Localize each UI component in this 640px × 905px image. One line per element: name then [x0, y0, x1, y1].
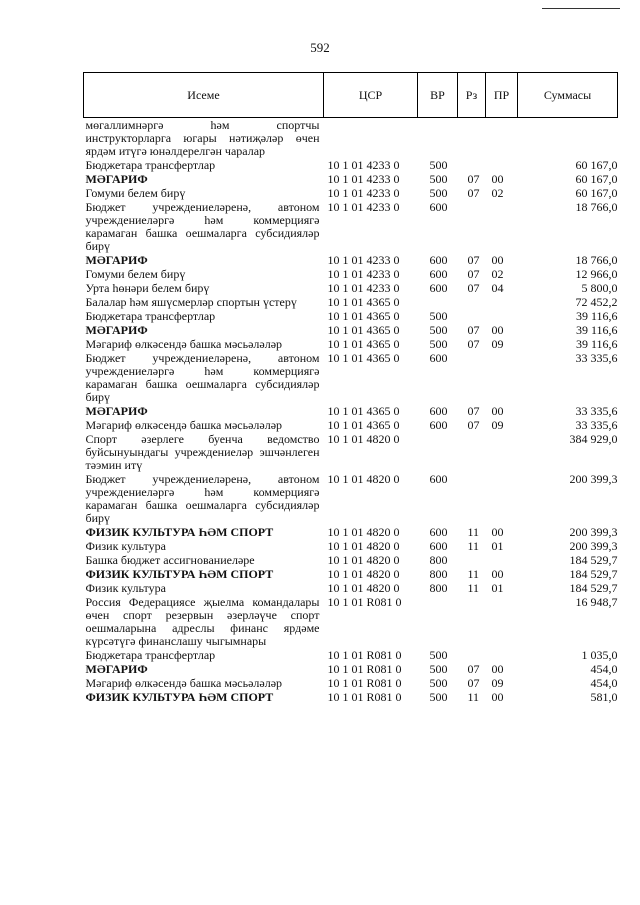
- header-vr: ВР: [418, 73, 458, 118]
- cell-csr: 10 1 01 4233 0: [327, 267, 400, 281]
- table-body: [84, 118, 618, 705]
- table-row: [84, 309, 618, 323]
- cell-amount: 12 966,0: [575, 267, 618, 281]
- cell-amount: 39 116,6: [575, 337, 618, 351]
- cell-pr: 09: [491, 337, 504, 351]
- cell-pr: 00: [491, 404, 504, 418]
- cell-rz: [458, 295, 486, 309]
- cell-rz: [458, 158, 486, 172]
- cell-amount: 33 335,6: [575, 418, 618, 432]
- cell-amount: [518, 118, 618, 159]
- cell-vr: 800: [429, 581, 448, 595]
- cell-csr: 10 1 01 R081 0: [327, 662, 402, 676]
- cell-pr: 00: [491, 567, 504, 581]
- header-rz: Рз: [458, 73, 486, 118]
- cell-pr: 01: [491, 539, 504, 553]
- cell-amount: 200 399,3: [569, 472, 618, 486]
- cell-csr: 10 1 01 4365 0: [327, 418, 400, 432]
- table-row: [84, 690, 618, 704]
- cell-csr: 10 1 01 R081 0: [327, 690, 402, 704]
- cell-vr: 600: [429, 418, 448, 432]
- header-row: [84, 73, 618, 118]
- cell-name: МӘГАРИФ: [85, 404, 148, 418]
- table-row: [84, 581, 618, 595]
- cell-csr: 10 1 01 R081 0: [327, 595, 402, 609]
- cell-name: Бюджетара трансфертлар: [85, 158, 216, 172]
- cell-rz: [458, 553, 486, 567]
- cell-rz: 07: [467, 253, 480, 267]
- cell-vr: 600: [429, 472, 448, 486]
- cell-amount: 1 035,0: [581, 648, 618, 662]
- cell-csr: 10 1 01 4820 0: [327, 525, 400, 539]
- cell-name: Гомуми белем бирү: [85, 186, 186, 200]
- cell-vr: 800: [429, 553, 448, 567]
- cell-pr: 01: [491, 581, 504, 595]
- cell-vr: 500: [429, 337, 448, 351]
- cell-vr: 500: [429, 309, 448, 323]
- cell-csr: 10 1 01 R081 0: [327, 648, 402, 662]
- cell-pr: [486, 309, 518, 323]
- cell-vr: 500: [429, 172, 448, 186]
- table-row: [84, 472, 618, 525]
- cell-amount: 72 452,2: [575, 295, 618, 309]
- cell-csr: 10 1 01 4820 0: [327, 539, 400, 553]
- cell-pr: [486, 648, 518, 662]
- cell-rz: 07: [467, 323, 480, 337]
- cell-pr: 00: [491, 662, 504, 676]
- cell-vr: 600: [429, 351, 448, 365]
- cell-rz: [458, 432, 486, 472]
- cell-amount: 18 766,0: [575, 253, 618, 267]
- cell-vr: 500: [429, 690, 448, 704]
- cell-csr: 10 1 01 4365 0: [327, 295, 400, 309]
- cell-csr: 10 1 01 4365 0: [327, 323, 400, 337]
- table-row: [84, 662, 618, 676]
- table-row: [84, 539, 618, 553]
- top-right-rule: [542, 8, 620, 9]
- cell-pr: 09: [491, 676, 504, 690]
- table-row: [84, 337, 618, 351]
- cell-vr: 600: [429, 281, 448, 295]
- cell-pr: [486, 553, 518, 567]
- cell-rz: 11: [467, 525, 480, 539]
- cell-csr: [324, 118, 418, 159]
- table-row: [84, 281, 618, 295]
- cell-name: МӘГАРИФ: [85, 253, 148, 267]
- cell-pr: 09: [491, 418, 504, 432]
- cell-csr: 10 1 01 4233 0: [327, 158, 400, 172]
- cell-csr: 10 1 01 4820 0: [327, 432, 400, 446]
- cell-amount: 454,0: [590, 662, 618, 676]
- cell-rz: [458, 648, 486, 662]
- table-row: [84, 432, 618, 472]
- cell-rz: [458, 351, 486, 404]
- cell-name: МӘГАРИФ: [85, 662, 148, 676]
- cell-pr: [486, 595, 518, 648]
- cell-pr: [486, 200, 518, 253]
- cell-amount: 18 766,0: [575, 200, 618, 214]
- table-row: [84, 648, 618, 662]
- table-row: [84, 553, 618, 567]
- table-row: [84, 323, 618, 337]
- cell-csr: 10 1 01 4820 0: [327, 472, 400, 486]
- cell-vr: 500: [429, 648, 448, 662]
- cell-name: Спорт әзерлеге буенча ведомство буйсынуындагы учреждениеләр эшчәнлеген тәэмин итү: [85, 432, 320, 472]
- cell-csr: 10 1 01 4233 0: [327, 281, 400, 295]
- cell-amount: 384 929,0: [569, 432, 618, 446]
- cell-csr: 10 1 01 4233 0: [327, 253, 400, 267]
- cell-csr: 10 1 01 4233 0: [327, 200, 400, 214]
- cell-vr: 600: [429, 253, 448, 267]
- cell-csr: 10 1 01 4820 0: [327, 567, 400, 581]
- cell-rz: 07: [467, 404, 480, 418]
- table-row: [84, 253, 618, 267]
- header-pr: ПР: [486, 73, 518, 118]
- cell-name: Россия Федерациясе җыелма командалары өчен спорт резервын әзерләүче спорт оешмаларына адреслы финанс ярдәме күрсәтүгә финанслашу чыгымнары: [85, 595, 320, 648]
- cell-name: Бюджетара трансфертлар: [85, 648, 216, 662]
- cell-rz: 11: [467, 581, 480, 595]
- cell-vr: 600: [429, 539, 448, 553]
- table-row: [84, 158, 618, 172]
- header-name: Исеме: [84, 73, 324, 118]
- budget-table: [83, 72, 618, 704]
- cell-vr: [418, 118, 458, 159]
- page-number: 592: [310, 40, 330, 55]
- cell-name: Урта һөнәри белем бирү: [85, 281, 210, 295]
- cell-csr: 10 1 01 R081 0: [327, 676, 402, 690]
- cell-name: Физик культура: [85, 539, 166, 553]
- cell-rz: [458, 472, 486, 525]
- table-row: [84, 351, 618, 404]
- cell-csr: 10 1 01 4820 0: [327, 581, 400, 595]
- cell-rz: 11: [467, 690, 480, 704]
- cell-pr: 00: [491, 253, 504, 267]
- cell-name: МӘГАРИФ: [85, 323, 148, 337]
- table-row: [84, 186, 618, 200]
- cell-amount: 60 167,0: [575, 172, 618, 186]
- cell-pr: [486, 432, 518, 472]
- cell-pr: 02: [491, 186, 504, 200]
- cell-rz: 07: [467, 172, 480, 186]
- cell-name: ФИЗИК КУЛЬТУРА ҺӘМ СПОРТ: [85, 567, 274, 581]
- table-row: [84, 267, 618, 281]
- cell-rz: 07: [467, 337, 480, 351]
- cell-name: Физик культура: [85, 581, 166, 595]
- cell-rz: [458, 200, 486, 253]
- table-row: [84, 200, 618, 253]
- cell-amount: 200 399,3: [569, 525, 618, 539]
- cell-amount: 33 335,6: [575, 404, 618, 418]
- cell-vr: [418, 595, 458, 648]
- cell-vr: 800: [429, 567, 448, 581]
- cell-vr: 600: [429, 200, 448, 214]
- cell-rz: 07: [467, 281, 480, 295]
- cell-pr: 02: [491, 267, 504, 281]
- cell-pr: 00: [491, 172, 504, 186]
- cell-amount: 60 167,0: [575, 158, 618, 172]
- cell-amount: 184 529,7: [569, 567, 618, 581]
- cell-amount: 200 399,3: [569, 539, 618, 553]
- cell-name: Мәгариф өлкәсендә башка мәсьәләләр: [85, 418, 283, 432]
- cell-pr: [486, 118, 518, 159]
- cell-pr: [486, 351, 518, 404]
- cell-vr: 600: [429, 525, 448, 539]
- cell-pr: [486, 158, 518, 172]
- cell-vr: 500: [429, 158, 448, 172]
- header-csr: ЦСР: [324, 73, 418, 118]
- cell-pr: 00: [491, 525, 504, 539]
- cell-csr: 10 1 01 4820 0: [327, 553, 400, 567]
- cell-name: Балалар һәм яшүсмерләр спортын үстерү: [85, 295, 297, 309]
- cell-csr: 10 1 01 4365 0: [327, 404, 400, 418]
- cell-vr: 500: [429, 662, 448, 676]
- cell-name: Гомуми белем бирү: [85, 267, 186, 281]
- cell-amount: 16 948,7: [575, 595, 618, 609]
- table-row: [84, 676, 618, 690]
- cell-vr: [418, 432, 458, 472]
- cell-rz: [458, 595, 486, 648]
- cell-rz: 07: [467, 676, 480, 690]
- cell-vr: [418, 295, 458, 309]
- cell-rz: 11: [467, 567, 480, 581]
- cell-rz: 07: [467, 186, 480, 200]
- cell-name: Бюджетара трансфертлар: [85, 309, 216, 323]
- cell-rz: 07: [467, 662, 480, 676]
- cell-rz: [458, 118, 486, 159]
- cell-name: ФИЗИК КУЛЬТУРА ҺӘМ СПОРТ: [85, 525, 274, 539]
- table-row: [84, 172, 618, 186]
- cell-amount: 184 529,7: [569, 581, 618, 595]
- cell-vr: 600: [429, 267, 448, 281]
- table-row: [84, 595, 618, 648]
- table-row: [84, 418, 618, 432]
- cell-pr: 04: [491, 281, 504, 295]
- cell-pr: [486, 295, 518, 309]
- cell-name: Мәгариф өлкәсендә башка мәсьәләләр: [85, 337, 283, 351]
- table-row: [84, 118, 618, 159]
- cell-name: мөгаллимнәргә һәм спортчы инструкторларга югары нәтиҗәләр өчен ярдәм итүгә юнәлдерелгән чаралар: [85, 118, 320, 158]
- cell-rz: 07: [467, 267, 480, 281]
- cell-rz: [458, 309, 486, 323]
- cell-amount: 60 167,0: [575, 186, 618, 200]
- cell-name: Бюджет учреждениеләренә, автоном учреждениеләргә һәм коммерциягә карамаган башка оешмаларга субсидияләр бирү: [85, 351, 320, 404]
- cell-name: Бюджет учреждениеләренә, автоном учреждениеләргә һәм коммерциягә карамаган башка оешмаларга субсидияләр бирү: [85, 472, 320, 525]
- table-row: [84, 525, 618, 539]
- cell-amount: 454,0: [590, 676, 618, 690]
- cell-pr: 00: [491, 323, 504, 337]
- header-amount: Суммасы: [518, 73, 618, 118]
- cell-amount: 581,0: [590, 690, 618, 704]
- cell-name: Бюджет учреждениеләренә, автоном учреждениеләргә һәм коммерциягә карамаган башка оешмаларга субсидияләр бирү: [85, 200, 320, 253]
- cell-name: Башка бюджет ассигнованиеләре: [85, 553, 255, 567]
- cell-amount: 39 116,6: [575, 309, 618, 323]
- cell-rz: 11: [467, 539, 480, 553]
- cell-csr: 10 1 01 4233 0: [327, 172, 400, 186]
- cell-csr: 10 1 01 4365 0: [327, 337, 400, 351]
- cell-amount: 39 116,6: [575, 323, 618, 337]
- cell-pr: [486, 472, 518, 525]
- cell-name: ФИЗИК КУЛЬТУРА ҺӘМ СПОРТ: [85, 690, 274, 704]
- cell-csr: 10 1 01 4365 0: [327, 351, 400, 365]
- cell-vr: 600: [429, 404, 448, 418]
- cell-vr: 500: [429, 676, 448, 690]
- cell-name: МӘГАРИФ: [85, 172, 148, 186]
- cell-amount: 33 335,6: [575, 351, 618, 365]
- table-row: [84, 567, 618, 581]
- cell-name: Мәгариф өлкәсендә башка мәсьәләләр: [85, 676, 283, 690]
- cell-amount: 5 800,0: [581, 281, 618, 295]
- cell-csr: 10 1 01 4365 0: [327, 309, 400, 323]
- table-row: [84, 295, 618, 309]
- cell-vr: 500: [429, 186, 448, 200]
- cell-csr: 10 1 01 4233 0: [327, 186, 400, 200]
- cell-rz: 07: [467, 418, 480, 432]
- table-row: [84, 404, 618, 418]
- cell-vr: 500: [429, 323, 448, 337]
- cell-pr: 00: [491, 690, 504, 704]
- cell-amount: 184 529,7: [569, 553, 618, 567]
